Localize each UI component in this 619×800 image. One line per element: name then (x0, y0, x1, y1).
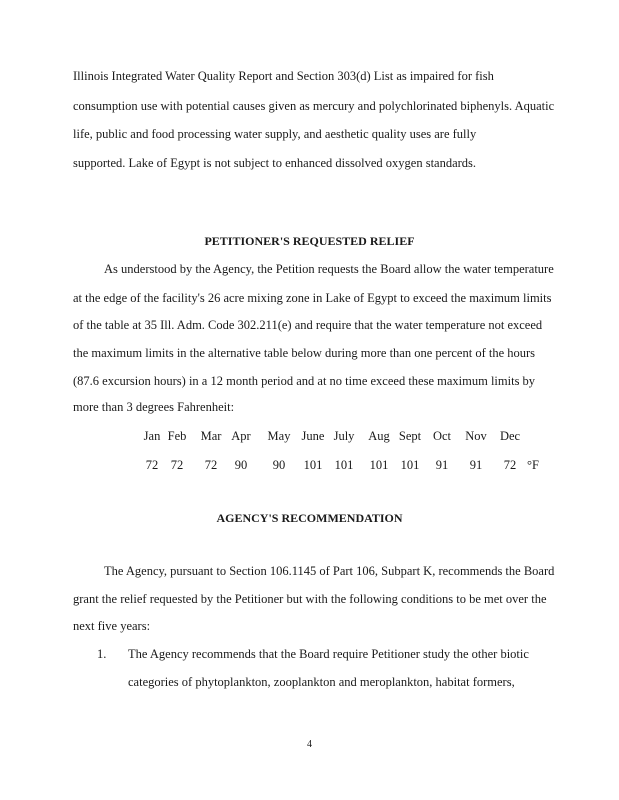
recommendation-line: The Agency, pursuant to Section 106.1145 of Part 106, Subpart K, recommends the Board (104, 564, 555, 578)
intro-line: Illinois Integrated Water Quality Report and Section 303(d) List as impaired for fish (73, 69, 494, 83)
value-cell: 90 (272, 458, 286, 472)
month-cell: Mar (200, 429, 222, 443)
value-cell: 101 (334, 458, 354, 472)
value-cell: 101 (369, 458, 389, 472)
month-cell: Feb (167, 429, 187, 443)
recommendation-line: next five years: (73, 619, 151, 633)
relief-line: of the table at 35 Ill. Adm. Code 302.211(e) and require that the water temperature not exceed (73, 318, 543, 332)
relief-line: As understood by the Agency, the Petition requests the Board allow the water temperature (104, 262, 554, 276)
intro-line: consumption use with potential causes given as mercury and polychlorinated biphenyls. Aquatic (73, 99, 555, 113)
list-item-line: The Agency recommends that the Board require Petitioner study the other biotic (128, 647, 529, 661)
month-cell: June (301, 429, 325, 443)
month-cell: Jan (143, 429, 161, 443)
month-cell: Oct (432, 429, 452, 443)
unit-cell: °F (527, 458, 539, 472)
intro-line: life, public and food processing water supply, and aesthetic quality uses are fully (73, 127, 477, 141)
relief-line: (87.6 excursion hours) in a 12 month period and at no time exceed these maximum limits by (73, 374, 536, 388)
month-cell: Sept (398, 429, 422, 443)
month-cell: Nov (465, 429, 487, 443)
value-cell: 91 (435, 458, 449, 472)
month-cell: May (267, 429, 291, 443)
month-cell: Aug (368, 429, 390, 443)
relief-line: at the edge of the facility's 26 acre mixing zone in Lake of Egypt to exceed the maximum limits (73, 291, 552, 305)
month-cell: Dec (499, 429, 521, 443)
section-heading-agency-recommendation: AGENCY'S RECOMMENDATION (216, 511, 403, 525)
value-cell: 90 (234, 458, 248, 472)
temperature-table-values (0, 458, 619, 474)
relief-line: the maximum limits in the alternative table below during more than one percent of the hours (73, 346, 536, 360)
recommendation-line: grant the relief requested by the Petitioner but with the following conditions to be met over the (73, 592, 547, 606)
value-cell: 72 (503, 458, 517, 472)
page-number: 4 (307, 739, 312, 750)
value-cell: 72 (204, 458, 218, 472)
month-cell: Apr (231, 429, 251, 443)
intro-line: supported. Lake of Egypt is not subject to enhanced dissolved oxygen standards. (73, 156, 477, 170)
temperature-table-months (0, 429, 619, 445)
list-item-line: categories of phytoplankton, zooplankton and meroplankton, habitat formers, (128, 675, 515, 689)
section-heading-requested-relief: PETITIONER'S REQUESTED RELIEF (204, 234, 415, 248)
value-cell: 101 (400, 458, 420, 472)
value-cell: 91 (469, 458, 483, 472)
value-cell: 72 (170, 458, 184, 472)
value-cell: 72 (145, 458, 159, 472)
list-item-number: 1. (97, 647, 107, 661)
value-cell: 101 (303, 458, 323, 472)
relief-line: more than 3 degrees Fahrenheit: (73, 400, 235, 414)
month-cell: July (333, 429, 355, 443)
